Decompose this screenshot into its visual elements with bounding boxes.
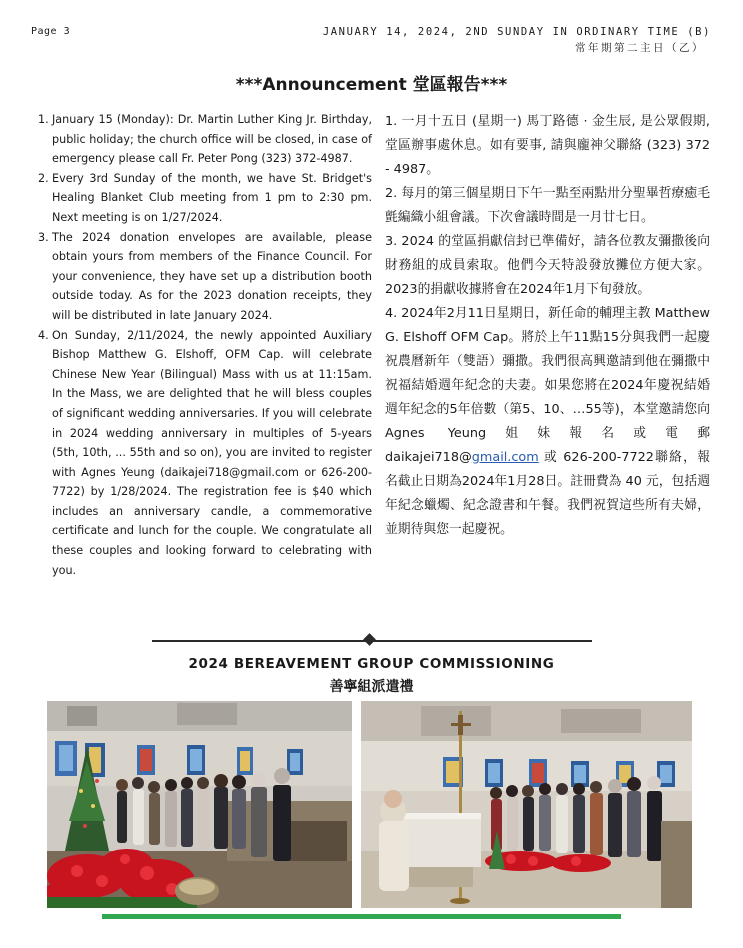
bereavement-title-chinese: 善寧組派遣禮 xyxy=(329,679,414,695)
announcement-item-text: The 2024 donation envelopes are available, please obtain yours from members of the Finance Council. For your convenience, they have set up a distribution booth outside today. As for the 2023 donation receipts, they will be distributed in late January 2024. xyxy=(52,230,372,322)
commissioning-photo-group xyxy=(47,701,352,908)
announcement-title: ***Announcement 堂區報告*** xyxy=(235,75,508,95)
commissioning-photo-group-image xyxy=(47,701,352,908)
announcement-chinese-1: 1. 一月十五日 (星期一) 馬丁路德 · 金生辰, 是公眾假期, 堂區辦事處休息。如有要事, 請與龐神父聯絡 (323) 372 - 4987。 xyxy=(385,114,710,177)
announcement-item: 1. January 15 (Monday): Dr. Martin Luther King Jr. Birthday, public holiday; the church office will be closed, in case of emergency please call Fr. Peter Pong (323) 372-4987. xyxy=(38,113,372,166)
announcement-chinese-column xyxy=(385,110,710,542)
liturgical-date-chinese: 常年期第二主日（乙） xyxy=(575,42,705,54)
liturgical-date: JANUARY 14, 2024, 2ND SUNDAY IN ORDINARY TIME (B) xyxy=(322,26,711,38)
commissioning-photo-altar xyxy=(361,701,692,908)
divider-diamond-ornament xyxy=(363,633,376,646)
announcement-english-list xyxy=(38,110,372,580)
announcement-item-text: Every 3rd Sunday of the month, we have St. Bridget's Healing Blanket Club meeting from 1 pm to 2:30 pm. Next meeting is on 1/27/2024. xyxy=(52,171,372,224)
bereavement-title: 2024 BEREAVEMENT GROUP COMMISSIONING xyxy=(188,656,555,672)
announcement-item-text: January 15 (Monday): Dr. Martin Luther King Jr. Birthday, public holiday; the church office will be closed, in case of emergency please call Fr. Peter Pong (323) 372-4987. xyxy=(52,113,372,166)
announcement-chinese-4: 4. 2024年2月11日星期日，新任命的輔理主教 Matthew G. Elshoff OFM Cap。將於上午11點15分與我們一起慶祝農曆新年（雙語）彌撒。我們很高興邀請到他在彌撒中祝福結婚週年紀念的夫妻。如果您將在2024年慶祝結婚週年紀念的5年倍數（第5、10、…55等)，本堂邀請您向Agnes Yeung姐妹報名或電郵 daikajei718@gmail.com 或 626-200-7722聯絡，報名截止日期為2024年1月28日。註冊費為 40 元，包括週年紀念蠟燭、紀念證書和午餐。我們祝賀這些所有夫婦，並期待與您一起慶祝。 xyxy=(385,306,710,537)
announcement-chinese-3: 3. 2024 的堂區捐獻信封已準備好，請各位教友彌撒後向財務組的成員索取。他們今天特設發放攤位方便大家。2023的捐獻收據將會在2024年1月下旬發放。 xyxy=(385,234,710,297)
announcement-chinese-2: 2. 每月的第三個星期日下午一點至兩點卅分聖畢哲療癒毛氈編織小組會議。下次會議時間是一月廿七日。 xyxy=(385,186,710,225)
announcement-item: 3. The 2024 donation envelopes are available, please obtain yours from members of the Finance Council. For your convenience, they have set up a distribution booth outside today. As for the 2023 donation receipts, they will be distributed in late January 2024. xyxy=(38,230,372,322)
commissioning-photo-altar-image xyxy=(361,701,692,908)
footer-accent-bar xyxy=(102,914,621,919)
email-link[interactable]: gmail.com xyxy=(471,450,539,465)
announcement-item: 2. Every 3rd Sunday of the month, we have St. Bridget's Healing Blanket Club meeting from 1 pm to 2:30 pm. Next meeting is on 1/27/2024. xyxy=(38,171,372,224)
page-number: Page 3 xyxy=(31,26,71,37)
announcement-item-text: On Sunday, 2/11/2024, the newly appointed Auxiliary Bishop Matthew G. Elshoff, OFM Cap. will celebrate Chinese New Year (Bilingual) Mass with us at 11:15am. In the Mass, we are delighted that he will bless couples of significant wedding anniversaries. If you will celebrate in 2024 wedding anniversary in multiples of 5-years (5th, 10th, ... 55th and so on), you are invited to register with Agnes Yeung (daikajei718@gmail.com or 626-200-7722) by 1/28/2024. The registration fee is $40 which includes an anniversary candle, a commemorative certificate and lunch for the couple. We congratulate all these couples and looking forward to celebrating with you. xyxy=(52,328,372,577)
announcement-item: 4. On Sunday, 2/11/2024, the newly appointed Auxiliary Bishop Matthew G. Elshoff, OFM Cap. will celebrate Chinese New Year (Bilingual) Mass with us at 11:15am. In the Mass, we are delighted that he will bless couples of significant wedding anniversaries. If you will celebrate in 2024 wedding anniversary in multiples of 5-years (5th, 10th, ... 55th and so on), you are invited to register with Agnes Yeung (daikajei718@gmail.com or 626-200-7722) by 1/28/2024. The registration fee is $40 which includes an anniversary candle, a commemorative certificate and lunch for the couple. We congratulate all these couples and looking forward to celebrating with you. xyxy=(38,328,372,577)
